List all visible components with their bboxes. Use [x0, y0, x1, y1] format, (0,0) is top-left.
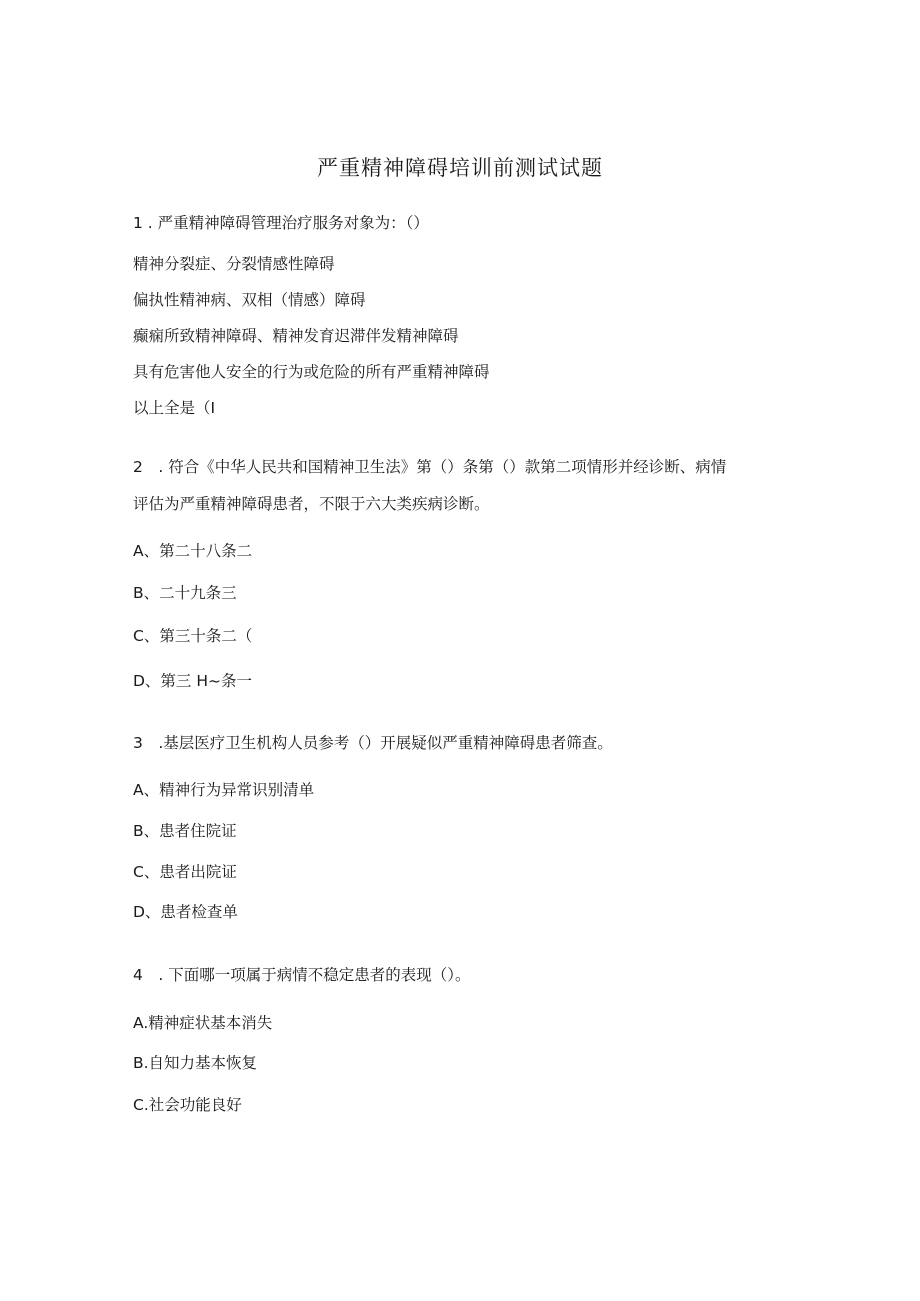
question-4-option-b: B.自知力基本恢复 — [133, 1054, 258, 1072]
question-1-stem: 1 . 严重精神障碍管理治疗服务对象为：（） — [133, 214, 429, 232]
question-2-option-b: B、二十九条三 — [133, 584, 237, 602]
question-2-option-d: D、第三 H~条一 — [133, 672, 253, 690]
question-4-option-a: A.精神症状基本消失 — [133, 1014, 273, 1032]
question-1-option-3: 癫痫所致精神障碍、精神发育迟滞伴发精神障碍 — [133, 327, 459, 345]
question-3-option-c: C、患者出院证 — [133, 863, 237, 881]
question-2-option-a: A、第二十八条二 — [133, 542, 253, 560]
question-1-option-4: 具有危害他人安全的行为或危险的所有严重精神障碍 — [133, 363, 490, 381]
question-3-option-a: A、精神行为异常识别清单 — [133, 781, 315, 799]
question-2-stem-line-1: 2 . 符合《中华人民共和国精神卫生法》第（）条第（）款第二项情形并经诊断、病情 — [133, 458, 727, 476]
question-2-stem-line-2: 评估为严重精神障碍患者，不限于六大类疾病诊断。 — [133, 495, 490, 513]
question-3-stem: 3 .基层医疗卫生机构人员参考（）开展疑似严重精神障碍患者筛查。 — [133, 734, 613, 752]
question-2-option-c: C、第三十条二（ — [133, 627, 253, 645]
question-1-option-1: 精神分裂症、分裂情感性障碍 — [133, 255, 335, 273]
question-4-stem: 4 . 下面哪一项属于病情不稳定患者的表现（）。 — [133, 966, 471, 984]
question-1-option-2: 偏执性精神病、双相（情感）障碍 — [133, 291, 366, 309]
question-4-option-c: C.社会功能良好 — [133, 1096, 242, 1114]
document-title: 严重精神障碍培训前测试试题 — [317, 156, 603, 180]
question-1-option-5: 以上全是（I — [133, 399, 216, 417]
question-3-option-d: D、患者检查单 — [133, 903, 238, 921]
question-3-option-b: B、患者住院证 — [133, 822, 237, 840]
